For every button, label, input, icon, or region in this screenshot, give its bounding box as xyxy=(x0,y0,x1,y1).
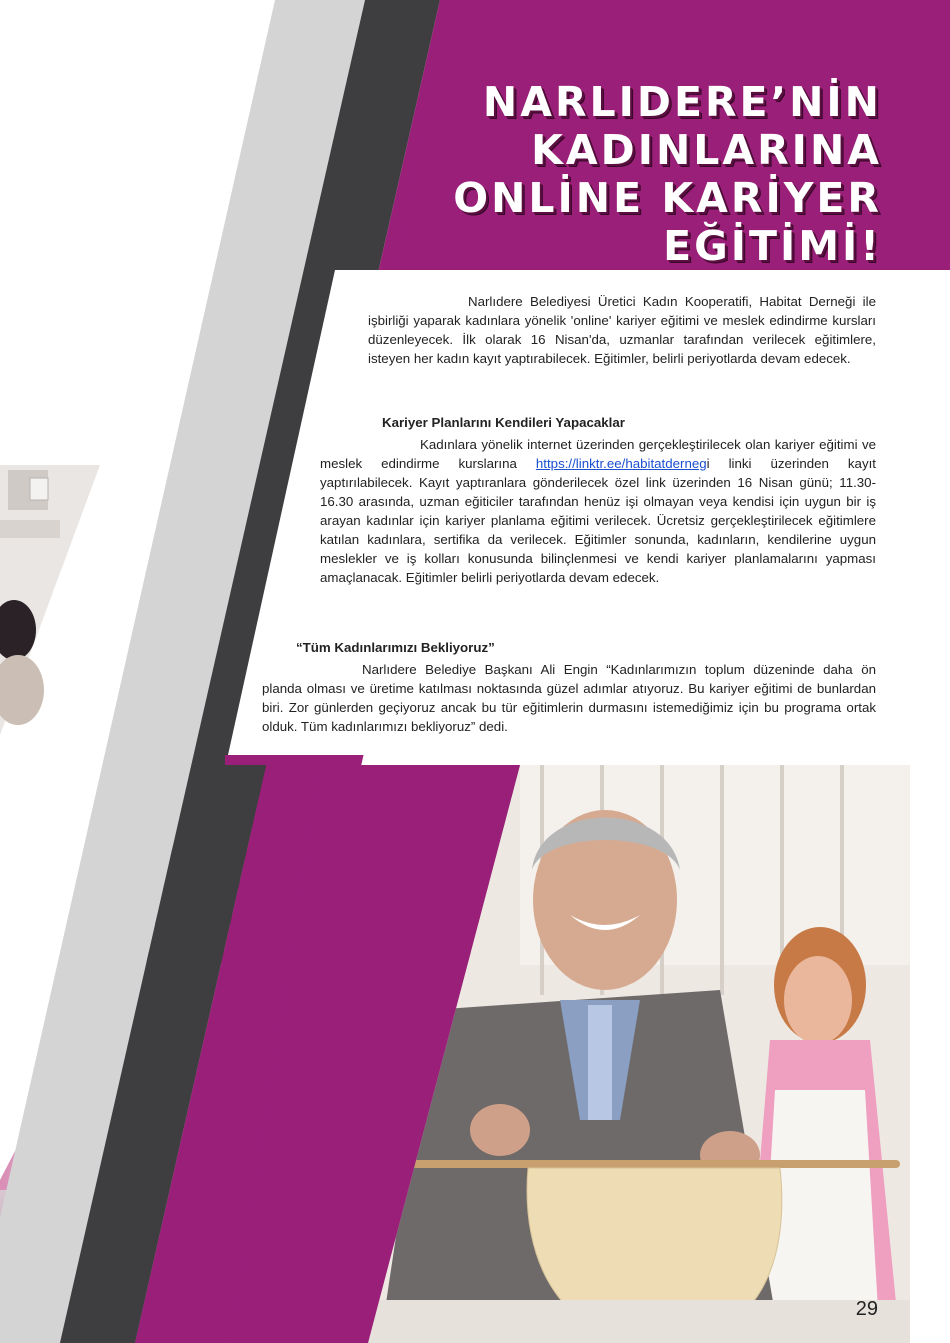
right-edge-strip xyxy=(910,765,950,1343)
title-line-4: EĞİTİMİ! xyxy=(663,222,882,270)
intro-text: Narlıdere Belediyesi Üretici Kadın Kooperatifi, Habitat Derneği ile işbirliği yaparak kadınlara yönelik 'online' kariyer eğitimi ve meslek edindirme kursları düzenleyecek. İlk olarak 16 Nisan'da, uzmanlar tarafından verilecek eğitimlere, isteyen her kadın kayıt yaptırabilecek. Eğitimler, belirli periyotlarda devam edecek. xyxy=(368,294,876,366)
section1-before-link: Kadınlara yönelik internet üzerinden gerçekleştirilecek olan kariyer eğitimi ve meslek edindirme kurslarına xyxy=(320,437,876,471)
title-line-3: ONLİNE KARİYER xyxy=(453,174,882,222)
top-left-photo xyxy=(0,465,100,735)
page-number: 29 xyxy=(855,1298,878,1320)
section2-heading: “Tüm Kadınlarımızı Bekliyoruz” xyxy=(296,640,495,655)
section2-text: Narlıdere Belediye Başkanı Ali Engin “Kadınlarımızın toplum düzeninde daha ön planda olması ve üretime katılması noktasında güzel adımlar atıyoruz. Bu kariyer eğitimi de bunlardan biri. Zor günlerden geçiyoruz ancak bu tür eğitimlerin durmasını istemediğimiz için bu programa ortak olduk. Tüm kadınlarımızı bekliyoruz” dedi. xyxy=(262,662,876,734)
intro-paragraph xyxy=(368,292,876,368)
article-title xyxy=(442,78,882,270)
section1-after-link: i linki üzerinden kayıt yaptırılabilecek. Kayıt yaptıranlara gönderilecek özel link üzerinden 16 Nisan günü; 11.30- 16.30 arasında, uzman eğiticiler tarafından henüz işi olmayan veya kendisi için uygun bir iş arayan kadınlar için kariyer planlama eğitimi verilecek. Ücretsiz gerçekleştirilecek eğitimlere katılan kadınlara, sertifika da verilecek. Eğitimler sonunda, kadınların, kendilerine uygun meslekler ve iş kolları konusunda bilinçlenmesi ve kendi kariyer planlamalarını yapması amaçlanacak. Eğitimler belirli periyotlarda devam edecek. xyxy=(320,456,876,585)
title-line-1: NARLIDERE’NİN xyxy=(482,78,882,126)
section1-paragraph xyxy=(320,435,876,587)
section2-paragraph xyxy=(262,660,876,736)
title-line-2: KADINLARINA xyxy=(531,126,882,174)
habitat-registration-link[interactable]: https://linktr.ee/habitatderneg xyxy=(535,456,707,471)
section1-text xyxy=(320,435,876,587)
section1-heading: Kariyer Planlarını Kendileri Yapacaklar xyxy=(382,415,625,430)
